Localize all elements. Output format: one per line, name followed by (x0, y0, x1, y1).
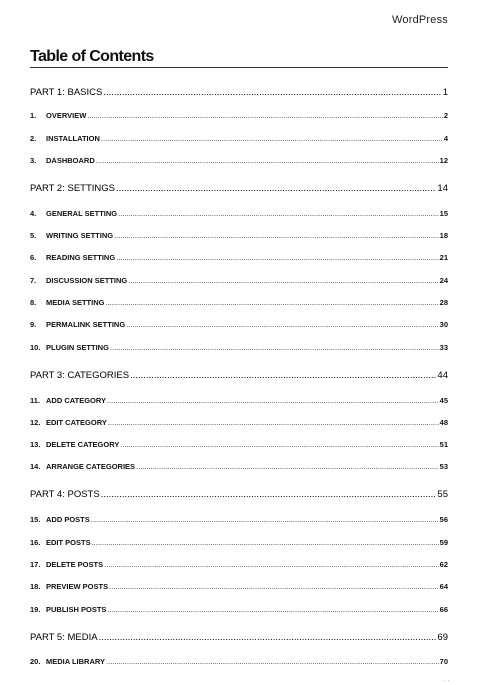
dot-leader (106, 657, 439, 666)
toc-entry-label: ADD POSTS (46, 515, 90, 524)
dot-leader (87, 111, 443, 120)
dot-leader (99, 632, 437, 643)
toc-entry-label: PART 4: POSTS (30, 489, 100, 500)
title-divider (30, 67, 448, 68)
toc-entry-label: READING SETTING (46, 253, 116, 262)
toc-entry-page-number: 59 (439, 538, 448, 547)
dot-leader (116, 183, 436, 194)
running-head: WordPress (392, 14, 448, 26)
toc-entry-label: MEDIA SETTING (46, 298, 105, 307)
dot-leader (101, 134, 443, 143)
toc-entry[interactable] (30, 111, 448, 120)
dot-leader (91, 515, 439, 524)
toc-entry-page-number: 33 (439, 343, 448, 352)
toc-entry-number: 7. (30, 276, 37, 285)
toc-entry-number: 17. (30, 560, 41, 569)
toc-entry-number: 6. (30, 253, 37, 262)
toc-entry-number: 16. (30, 538, 41, 547)
dot-leader (109, 582, 439, 591)
toc-part-heading[interactable] (30, 183, 448, 194)
toc-entry[interactable] (30, 209, 448, 218)
toc-entry[interactable] (30, 156, 448, 165)
toc-entry-page-number: 12 (439, 156, 448, 165)
toc-entry-page-number: 24 (439, 276, 448, 285)
toc-entry-label: ADD CATEGORY (46, 396, 106, 405)
toc-entry-page-number: 30 (439, 320, 448, 329)
toc-entry-page-number: 15 (439, 209, 448, 218)
toc-entry-label: PART 5: MEDIA (30, 632, 98, 643)
dot-leader (108, 418, 439, 427)
toc-entry-page-number: 28 (439, 298, 448, 307)
toc-entry-number: 13. (30, 440, 41, 449)
dot-leader (96, 156, 439, 165)
toc-entry-label: PERMALINK SETTING (46, 320, 126, 329)
toc-entry-number: 8. (30, 298, 37, 307)
toc-entry-number: 2. (30, 134, 37, 143)
toc-entry-page-number: 18 (439, 231, 448, 240)
toc-entry[interactable] (30, 560, 448, 569)
toc-entry-page-number: 48 (439, 418, 448, 427)
toc-entry-page-number: 21 (439, 253, 448, 262)
toc-entry-number: 4. (30, 209, 37, 218)
toc-entry-number: 18. (30, 582, 41, 591)
dot-leader (107, 396, 439, 405)
toc-entry[interactable] (30, 253, 448, 262)
toc-title: Table of Contents (30, 48, 154, 65)
dot-leader (114, 231, 439, 240)
toc-entry-label: DELETE CATEGORY (46, 440, 120, 449)
toc-entry-label: EDIT POSTS (46, 538, 91, 547)
toc-part-heading[interactable] (30, 370, 448, 381)
toc-entry[interactable] (30, 418, 448, 427)
toc-entry-page-number: 56 (439, 515, 448, 524)
toc-entry-number: 14. (30, 462, 41, 471)
dot-leader (120, 440, 438, 449)
toc-entry-page-number: 44 (437, 370, 448, 381)
toc-entry[interactable] (30, 134, 448, 143)
toc-entry-page-number: 62 (439, 560, 448, 569)
dot-leader (101, 489, 437, 500)
dot-leader (103, 87, 441, 98)
toc-entry-label: GENERAL SETTING (46, 209, 118, 218)
toc-entry-label: DELETE POSTS (46, 560, 104, 569)
dot-leader (118, 209, 439, 218)
toc-entry-number: 3. (30, 156, 37, 165)
toc-entry-page-number: 69 (437, 632, 448, 643)
toc-entry-number: 12. (30, 418, 41, 427)
toc-entry[interactable] (30, 343, 448, 352)
toc-entry-number: 19. (30, 605, 41, 614)
dot-leader (126, 320, 438, 329)
toc-entry[interactable] (30, 298, 448, 307)
dot-leader (110, 343, 439, 352)
toc-entry-label: WRITING SETTING (46, 231, 114, 240)
dot-leader (130, 370, 436, 381)
toc-entry[interactable] (30, 276, 448, 285)
toc-entry-label: DISCUSSION SETTING (46, 276, 128, 285)
dot-leader (107, 605, 438, 614)
toc-entry-number: 9. (30, 320, 37, 329)
page-footer-mark: · · (444, 678, 450, 684)
toc-entry[interactable] (30, 396, 448, 405)
toc-entry-label: INSTALLATION (46, 134, 100, 143)
toc-entry-label: DASHBOARD (46, 156, 95, 165)
toc-entry-page-number: 53 (439, 462, 448, 471)
toc-entry-page-number: 51 (439, 440, 448, 449)
toc-entry[interactable] (30, 515, 448, 524)
toc-entry-page-number: 55 (437, 489, 448, 500)
toc-entry-number: 10. (30, 343, 41, 352)
toc-entry-label: PLUGIN SETTING (46, 343, 109, 352)
toc-entry-label: MEDIA LIBRARY (46, 657, 106, 666)
toc-entry-page-number: 1 (442, 87, 448, 98)
toc-entry[interactable] (30, 231, 448, 240)
toc-entry-page-number: 70 (439, 657, 448, 666)
toc-entry-page-number: 2 (443, 111, 448, 120)
toc-entry[interactable] (30, 462, 448, 471)
toc-entry[interactable] (30, 538, 448, 547)
toc-entry-page-number: 45 (439, 396, 448, 405)
dot-leader (92, 538, 439, 547)
toc-entry[interactable] (30, 440, 448, 449)
toc-entry-page-number: 14 (437, 183, 448, 194)
toc-entry[interactable] (30, 657, 448, 666)
toc-part-heading[interactable] (30, 489, 448, 500)
toc-entry[interactable] (30, 605, 448, 614)
dot-leader (116, 253, 438, 262)
toc-entry-label: PART 2: SETTINGS (30, 183, 115, 194)
dot-leader (136, 462, 439, 471)
toc-entry-page-number: 66 (439, 605, 448, 614)
toc-entry-label: PART 1: BASICS (30, 87, 103, 98)
toc-entry-label: EDIT CATEGORY (46, 418, 107, 427)
toc-entry-page-number: 4 (443, 134, 448, 143)
dot-leader (104, 560, 439, 569)
toc-entry-number: 5. (30, 231, 37, 240)
toc-entry[interactable] (30, 582, 448, 591)
dot-leader (105, 298, 438, 307)
toc-entry-label: PREVIEW POSTS (46, 582, 109, 591)
toc-part-heading[interactable] (30, 632, 448, 643)
toc-entry-label: ARRANGE CATEGORIES (46, 462, 136, 471)
toc-entry-number: 1. (30, 111, 37, 120)
toc-entry-number: 11. (30, 396, 41, 405)
toc-entry-label: PART 3: CATEGORIES (30, 370, 130, 381)
toc-entry-number: 15. (30, 515, 41, 524)
toc-entry-label: OVERVIEW (46, 111, 87, 120)
toc-entry[interactable] (30, 320, 448, 329)
dot-leader (128, 276, 438, 285)
toc-entry-label: PUBLISH POSTS (46, 605, 107, 614)
toc-entry-page-number: 64 (439, 582, 448, 591)
toc-part-heading[interactable] (30, 87, 448, 98)
toc-entry-number: 20. (30, 657, 41, 666)
